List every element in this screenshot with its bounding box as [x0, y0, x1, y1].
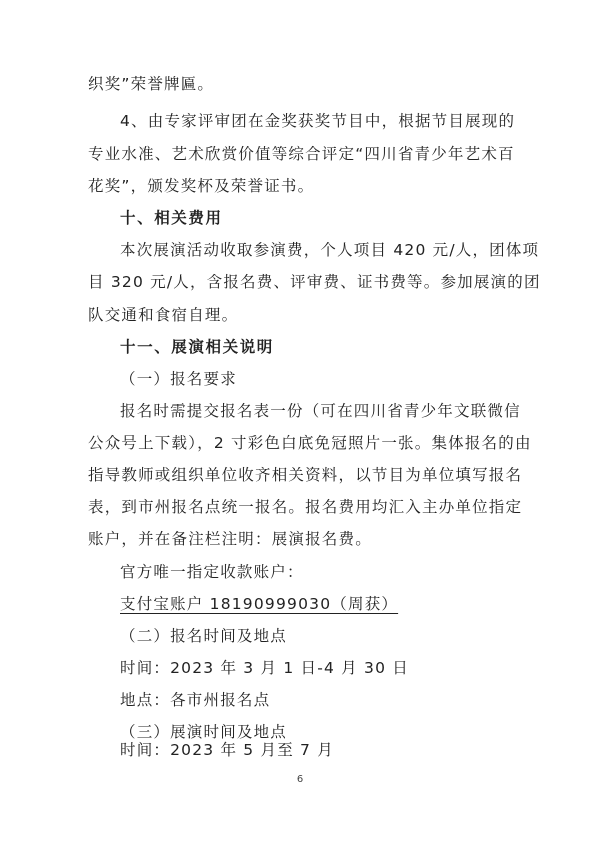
- payment-account: 支付宝账户 18190999030（周获）: [120, 595, 399, 613]
- text-line-item-4-cont-1: 专业水准、艺术欣赏价值等综合评定“四川省青少年艺术百: [88, 145, 515, 163]
- subheading-registration-requirements: （一）报名要求: [120, 370, 237, 388]
- section-heading-fees: 十、相关费用: [120, 209, 223, 227]
- text-line-fees-2: 目 320 元/人，含报名费、评审费、证书费等。参加展演的团: [88, 273, 541, 291]
- section-heading-notes: 十一、展演相关说明: [120, 338, 274, 356]
- registration-time: 时间：2023 年 3 月 1 日-4 月 30 日: [120, 659, 409, 677]
- text-line-item-4: 4、由专家评审团在金奖获奖节目中，根据节目展现的: [120, 112, 516, 130]
- text-line-fees-1: 本次展演活动收取参演费，个人项目 420 元/人，团体项: [120, 241, 540, 259]
- text-line-requirements-3: 指导教师或组织单位收齐相关资料，以节目为单位填写报名: [88, 466, 523, 484]
- text-line-award-plaque: 织奖”荣誉牌匾。: [88, 75, 215, 93]
- performance-time: 时间：2023 年 5 月至 7 月: [120, 741, 334, 759]
- account-label: 官方唯一指定收款账户：: [120, 563, 304, 581]
- text-line-requirements-4: 表，到市州报名点统一报名。报名费用均汇入主办单位指定: [88, 498, 523, 516]
- text-line-item-4-cont-2: 花奖”，颁发奖杯及荣誉证书。: [88, 177, 315, 195]
- text-line-requirements-2: 公众号上下载），2 寸彩色白底免冠照片一张。集体报名的由: [88, 434, 532, 452]
- text-line-requirements-1: 报名时需提交报名表一份（可在四川省青少年文联微信: [120, 402, 521, 420]
- subheading-registration-time-place: （二）报名时间及地点: [120, 627, 288, 645]
- text-line-fees-3: 队交通和食宿自理。: [88, 306, 239, 324]
- page-number: 6: [296, 774, 304, 785]
- registration-place: 地点：各市州报名点: [120, 691, 271, 709]
- subheading-performance-time-place: （三）展演时间及地点: [120, 723, 288, 741]
- text-line-requirements-5: 账户，并在备注栏注明：展演报名费。: [88, 530, 372, 548]
